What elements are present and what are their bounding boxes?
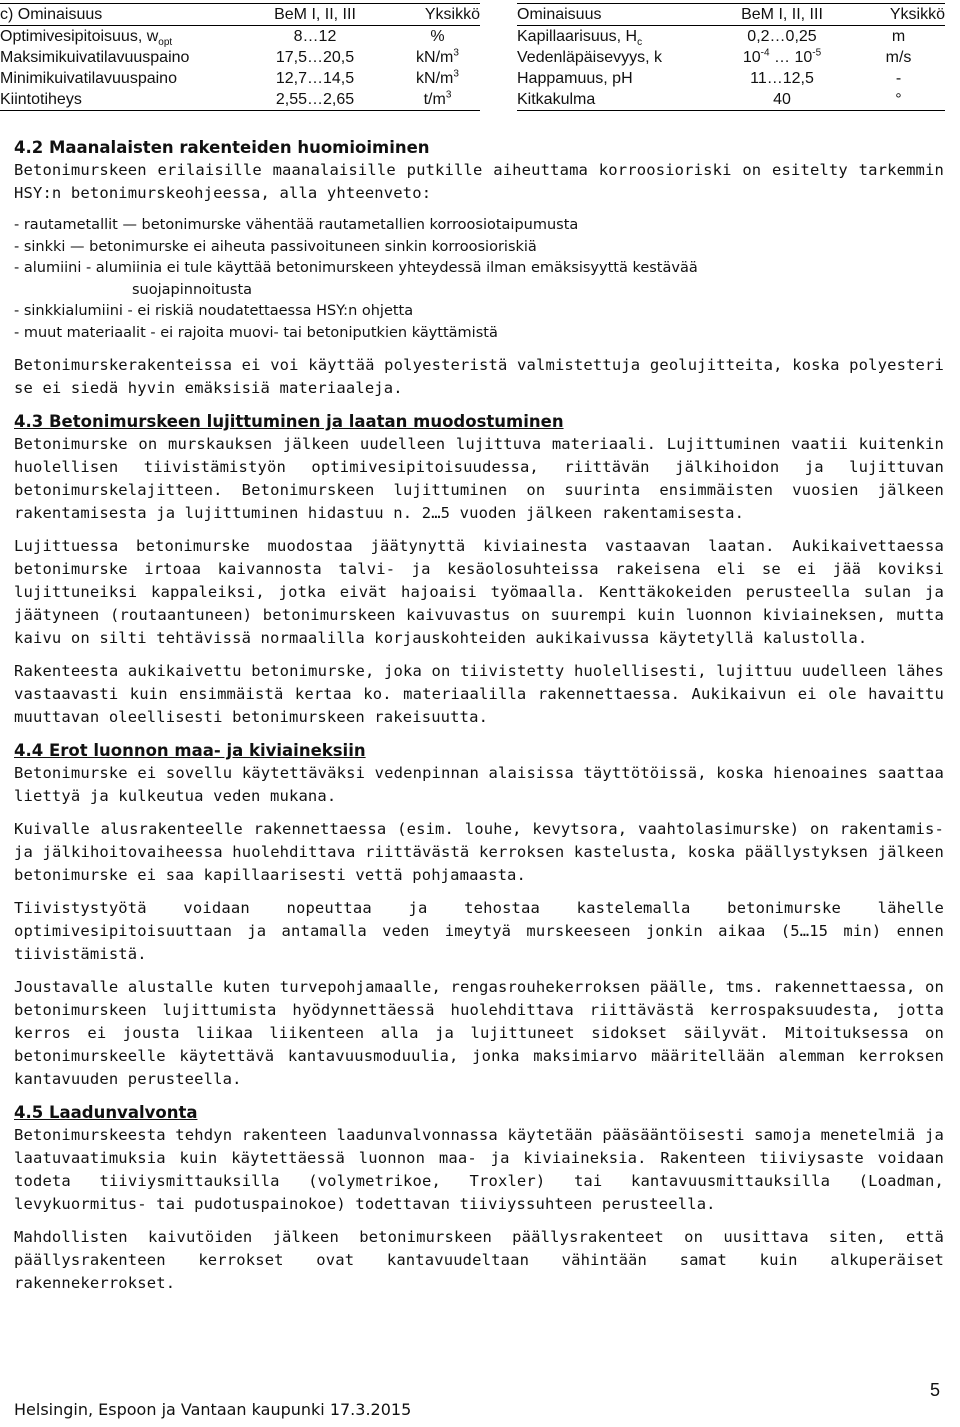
section-paragraph: Tiivistystyötä voidaan nopeuttaa ja tehostaa kastelemalla betonimurske lähelle optimivesipitoisuuttaan ja antamalla veden imeytyä murskeeseen jonkin aikaa (5…15 min) ennen tiivistämistä. — [14, 899, 944, 963]
corrosion-list — [14, 215, 944, 344]
value-exponent: -5 — [812, 47, 822, 59]
property-value: … 10 — [769, 49, 813, 66]
table-header-cell: BeM I, II, III — [712, 4, 852, 26]
property-value: 8…12 — [293, 28, 337, 45]
table-row — [517, 47, 945, 68]
property-unit: t/m — [423, 91, 446, 108]
list-item: - sinkkialumiini - ei riskiä noudatettaessa HSY:n ohjetta — [14, 303, 414, 319]
property-value: 0,2…0,25 — [747, 28, 817, 45]
section-paragraph: Rakenteesta aukikaivettu betonimurske, joka on tiivistetty huolellisesti, lujittuu uudelleen lähes vastaavasti kuin ensimmäistä kertaa ko. materiaalilla rakennettaessa. Aukikaivun ei ole havaittu muuttavan oleellisesti betonimurskeen rakeisuutta. — [14, 662, 944, 726]
section-heading-4-2: 4.2 Maanalaisten rakenteiden huomioiminen — [14, 138, 430, 157]
table-row — [517, 89, 945, 111]
table-header-cell: Yksikkö — [395, 4, 480, 26]
section-paragraph: Joustavalle alustalle kuten turvepohjamaalle, rengasrouhekerroksen päälle, tms. rakennettaessa, on betonimurskeen lujittumista hyödynnettäessä huolehdittava riittävästä kerrospaksuudesta, jotta kerros ei jousta liikaa liikenteen alla ja lujittuneet sidokset säilyvät. Mitoituksessa on betonimurskeelle käytettävä kantavuusmoduulia, jonka maksimiarvo määritellään alemman kerroksen kantavuuden perusteella. — [14, 978, 944, 1088]
property-unit: ° — [852, 89, 945, 111]
list-item: - sinkki — betonimurske ei aiheuta passivoituneen sinkin korroosioriskiä — [14, 238, 537, 255]
section-paragraph: Betonimurske ei sovellu käytettäväksi vedenpinnan alaisissa täyttötöissä, koska hienoaines saattaa liettyä ja kulkeutua veden mukana. — [14, 764, 944, 805]
table-header-row — [0, 4, 480, 26]
value-exponent: -4 — [760, 47, 770, 59]
section-heading-4-4 — [14, 739, 944, 762]
section-heading-4-3 — [14, 410, 944, 433]
table-header-cell: c) Ominaisuus — [0, 4, 235, 26]
section-heading-text: 4.4 Erot luonnon maa- ja kiviaineksiin — [14, 741, 366, 760]
property-unit: kN/m — [416, 70, 454, 87]
property-name: Happamuus, pH — [517, 70, 633, 87]
list-item: - muut materiaalit - ei rajoita muovi- tai betoniputkien käyttämistä — [14, 324, 498, 341]
property-name: Maksimikuivatilavuuspaino — [0, 49, 190, 66]
section-paragraph: Lujittuessa betonimurske muodostaa jäätynyttä kiviainesta vastaavan laatan. Aukikaivettaessa betonimurske irtoaa kaivannosta talvi- ja kesäolosuhteissa rakeisena eli se ei jää koviksi lujittuneiksi kappaleiksi, jotka eivät hajoaisi työmaalla. Kenttäkokeiden perusteella sulan ja jäätyneen (routaantuneen) betonimurskeen kaivuvastus on suurempi kuin luonnon kiviaineksen, mutta kaivu on silti tehtävissä normaalilla korjauskohteiden aukikaivussa käytetyllä kalustolla. — [14, 537, 944, 647]
table-row — [0, 68, 480, 89]
properties-table-c — [0, 3, 480, 111]
list-item: - rautametallit — betonimurske vähentää rautametallien korroosiotaipumusta — [14, 217, 579, 233]
property-name: Kitkakulma — [517, 91, 596, 108]
section-heading-4-5 — [14, 1101, 944, 1124]
property-subscript: c — [637, 37, 643, 49]
list-item-text: - alumiini - alumiinia ei tule käyttää betonimurskeen yhteydessä ilman emäksisyyttä kestävää — [14, 260, 698, 276]
section-heading-text: 4.5 Laadunvalvonta — [14, 1103, 198, 1122]
property-value: 40 — [773, 91, 791, 108]
property-name: Kapillaarisuus, H — [517, 28, 638, 45]
property-unit: m/s — [885, 49, 912, 66]
property-value: 12,7…14,5 — [275, 70, 355, 87]
footer-text: Helsingin, Espoon ja Vantaan kaupunki 17.3.2015 — [14, 1400, 412, 1419]
properties-table-right — [517, 3, 945, 111]
section-paragraph: Betonimurskerakenteissa ei voi käyttää polyesteristä valmistettuja geolujitteita, koska polyesteri se ei siedä hyvin emäksisiä materiaaleja. — [14, 356, 944, 397]
list-item-continuation: suojapinnoitusta — [132, 281, 253, 298]
section-heading-text: 4.3 Betonimurskeen lujittuminen ja laatan muodostuminen — [14, 412, 564, 431]
table-row — [517, 26, 945, 48]
property-name: Minimikuivatilavuuspaino — [0, 70, 177, 87]
property-unit: m — [891, 28, 906, 45]
list-item — [14, 258, 944, 301]
table-header-cell: Ominaisuus — [517, 4, 712, 26]
document-body — [14, 136, 944, 1305]
property-value: 2,55…2,65 — [235, 89, 395, 111]
unit-exponent: 3 — [453, 47, 459, 59]
section-paragraph: Betonimurskeesta tehdyn rakenteen laadunvalvonnassa käytetään pääsääntöisesti samoja menetelmiä ja laatuvaatimuksia kuin käytettäessä luonnon maa- ja kiviaineksia. Rakenteen tiiviysaste voidaan todeta tiiviysmittauksilla (volymetrikoe, Troxler) tai kantavuusmittauksilla (Loadman, levykuormitus- tai pudotuspainokoe) todettavan tiiviyssuhteen perusteella. — [14, 1126, 944, 1213]
table-row — [0, 26, 480, 48]
property-unit: kN/m — [416, 49, 454, 66]
property-unit: - — [895, 70, 902, 87]
page-number: 5 — [929, 1380, 940, 1400]
section-paragraph: Betonimurskeen erilaisille maanalaisille putkille aiheuttama korroosioriski on esitelty tarkemmin HSY:n betonimurskeohjeessa, alla yhteenveto: — [14, 161, 944, 202]
property-value: 10 — [742, 49, 761, 66]
table-row — [517, 68, 945, 89]
unit-exponent: 3 — [453, 68, 459, 80]
unit-exponent: 3 — [445, 89, 452, 101]
property-name: Vedenläpäisevyys, k — [517, 49, 662, 66]
table-header-cell: BeM I, II, III — [235, 4, 395, 26]
property-name: Optimivesipitoisuus, w — [0, 28, 159, 45]
table-row — [0, 89, 480, 111]
property-subscript: opt — [158, 37, 173, 49]
section-paragraph: Mahdollisten kaivutöiden jälkeen betonimurskeen päällysrakenteet on uusittava siten, että päällysrakenteen kerrokset ovat kantavuudeltaan vähintään samat kuin alkuperäiset rakennekerrokset. — [14, 1228, 944, 1292]
section-paragraph: Betonimurske on murskauksen jälkeen uudelleen lujittuva materiaali. Lujittuminen vaatii kuitenkin huolellisen tiivistämistyön optimivesipitoisuudessa, riittävän jälkihoidon ja lujittuvan betonimurskelajitteen. Betonimurskeen lujittuminen on suurinta ensimmäisten vuosien jälkeen rakentamisesta ja lujittuminen hidastuu n. 2…5 vuoden jälkeen rakentamisesta. — [14, 435, 944, 522]
property-name: Kiintotiheys — [0, 91, 82, 108]
property-value: 11…12,5 — [750, 70, 814, 87]
property-value: 17,5…20,5 — [275, 49, 355, 66]
table-header-row — [517, 4, 945, 26]
table-header-cell: Yksikkö — [852, 4, 945, 26]
property-unit: % — [430, 28, 445, 45]
section-paragraph: Kuivalle alusrakenteelle rakennettaessa (esim. louhe, kevytsora, vaahtolasimurske) on rakentamis- ja jälkihoitovaiheessa huolehdittava riittävästä kerroksen kastelusta, koska päällystyksen jälkeen betonimurske ei saa kapillaarisesti vettä pohjamaasta. — [14, 820, 944, 884]
table-row — [0, 47, 480, 68]
